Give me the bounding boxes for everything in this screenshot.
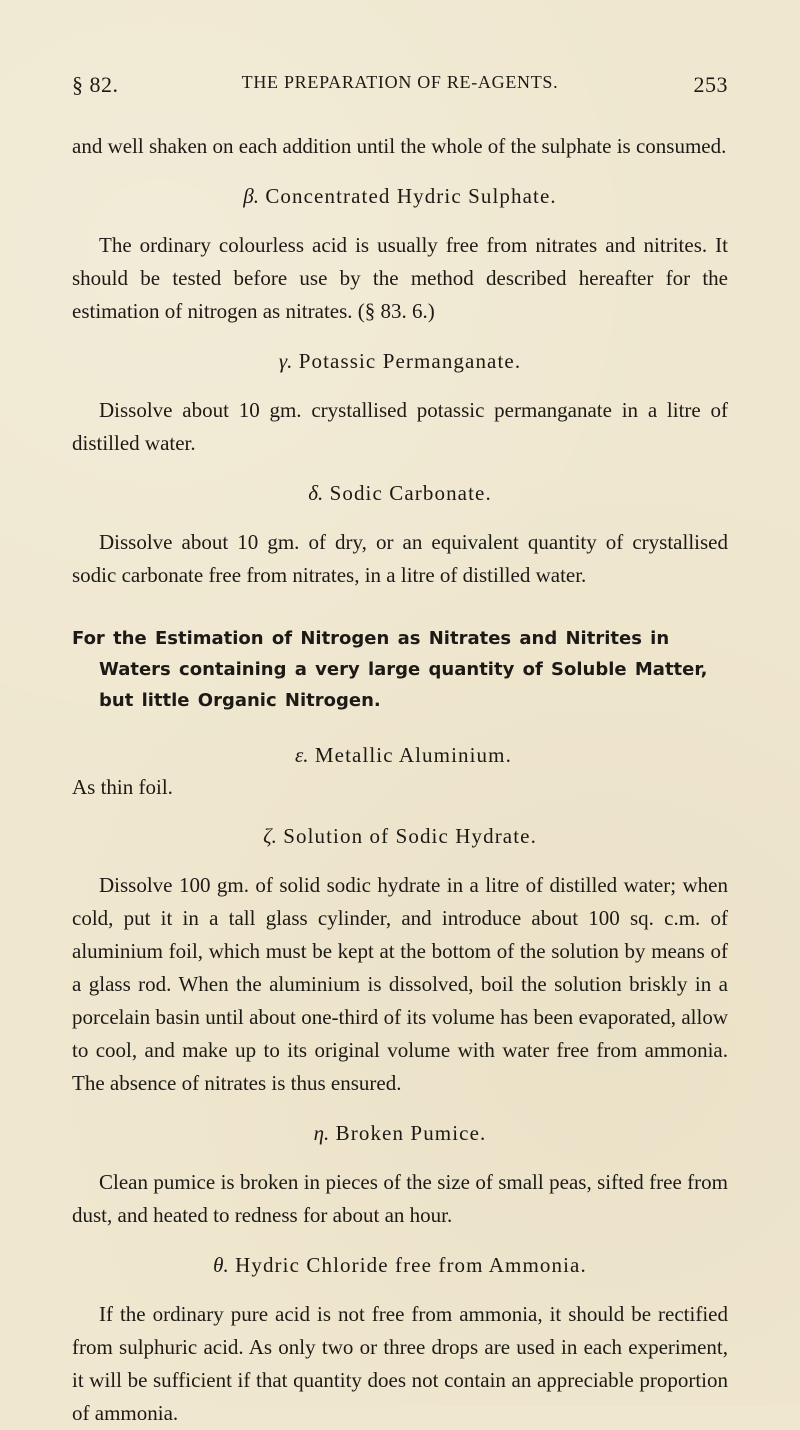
section-title-line-3: but little Organic Nitrogen. [99,690,381,711]
epsilon-label: ε. [295,743,309,767]
zeta-title: Solution of Sodic Hydrate. [283,824,537,848]
epsilon-text: As thin foil. [72,775,173,799]
eta-paragraph: Clean pumice is broken in pieces of the size of small peas, sifted free from dust, and heated to redness for about an hour. [72,1170,728,1227]
page-number: 253 [693,72,728,97]
theta-paragraph: If the ordinary pure acid is not free from ammonia, it should be rectified from sulphuric acid. As only two or three drops are used in each experiment, it will be sufficient if that quantity does not contain an appreciable proportion of ammonia. [72,1302,728,1425]
section-reference: § 82. [72,72,119,97]
section-title-line-2: Waters containing a very large quantity of Soluble Matter, [99,659,708,680]
eta-label: η. [313,1121,330,1145]
delta-label: δ. [308,481,324,505]
delta-paragraph: Dissolve about 10 gm. of dry, or an equivalent quantity of crystallised sodic carbonate free from nitrates, in a litre of distilled water. [72,530,728,587]
beta-label: β. [243,184,259,208]
eta-title: Broken Pumice. [335,1121,487,1145]
theta-label: θ. [213,1253,229,1277]
running-title: THE PREPARATION OF RE-AGENTS. [241,72,559,92]
gamma-heading [72,345,728,377]
zeta-heading [72,820,728,852]
delta-title: Sodic Carbonate. [329,481,492,505]
zeta-label: ζ. [263,824,277,848]
zeta-paragraph: Dissolve 100 gm. of solid sodic hydrate in a litre of distilled water; when cold, put it in a tall glass cylinder, and introduce about 100 sq. c.m. of aluminium foil, which must be kept at the bottom of the solution by means of a glass rod. When the aluminium is dissolved, boil the solution briskly in a porcelain basin until about one-third of its volume has been evaporated, allow to cool, and make up to its original volume with water free from ammonia. The absence of nitrates is thus ensured. [72,873,728,1095]
eta-heading [72,1117,728,1149]
running-head [72,72,728,102]
theta-heading [72,1249,728,1281]
gamma-label: γ. [278,349,293,373]
delta-heading [72,477,728,509]
section-title-line-1: For the Estimation of Nitrogen as Nitrates and Nitrites in [72,628,670,649]
gamma-title: Potassic Permanganate. [298,349,522,373]
section-title [72,623,728,716]
opening-paragraph: and well shaken on each addition until the whole of the sulphate is consumed. [72,134,727,158]
beta-paragraph: The ordinary colourless acid is usually free from nitrates and nitrites. It should be tested before use by the method described hereafter for the estimation of nitrogen as nitrates. (§ 83. 6.) [72,233,728,323]
beta-title: Concentrated Hydric Sulphate. [265,184,557,208]
epsilon-heading [72,739,728,771]
epsilon-title: Metallic Aluminium. [314,743,512,767]
gamma-paragraph: Dissolve about 10 gm. crystallised potassic permanganate in a litre of distilled water. [72,398,728,455]
beta-heading [72,180,728,212]
theta-title: Hydric Chloride free from Ammonia. [235,1253,587,1277]
